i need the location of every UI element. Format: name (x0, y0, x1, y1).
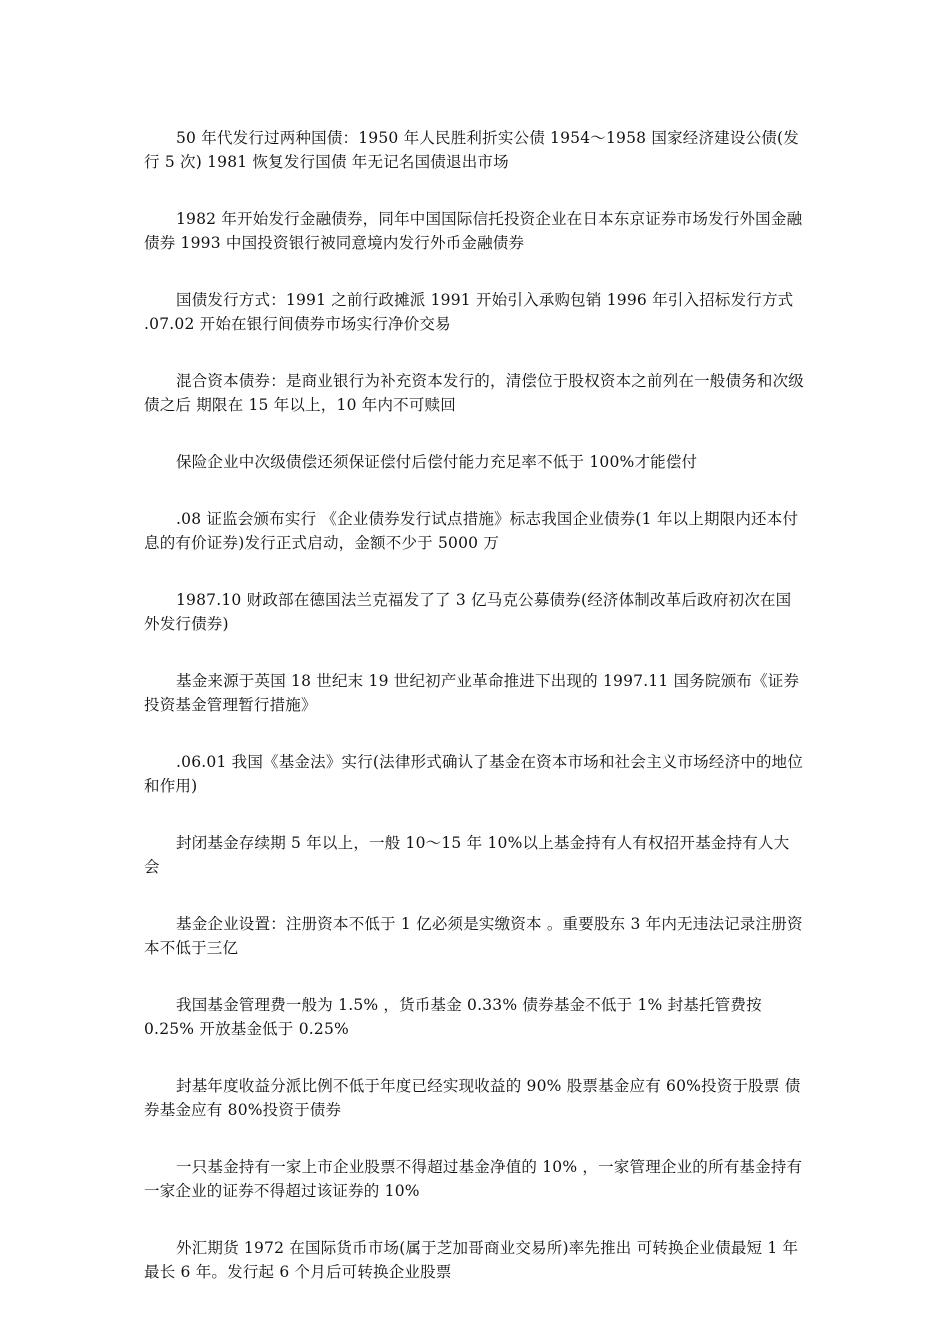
paragraph: 封基年度收益分派比例不低于年度已经实现收益的 90% 股票基金应有 60%投资于股票 债券基金应有 80%投资于债券 (144, 1077, 801, 1119)
paragraph: 国债发行方式：1991 之前行政摊派 1991 开始引入承购包销 1996 年引入招标发行方式 .07.02 开始在银行间债券市场实行净价交易 (144, 291, 794, 333)
paragraph: 外汇期货 1972 在国际货币市场(属于芝加哥商业交易所)率先推出 可转换企业债最短 1 年最长 6 年。发行起 6 个月后可转换企业股票 (144, 1239, 799, 1281)
paragraph: 1987.10 财政部在德国法兰克福发了了 3 亿马克公募债券(经济体制改革后政府初次在国外发行债券) (144, 591, 792, 633)
paragraph: 封闭基金存续期 5 年以上，一般 10～15 年 10%以上基金持有人有权招开基金持有人大会 (144, 834, 790, 876)
document-body (144, 126, 804, 1317)
paragraph: 1982 年开始发行金融债券，同年中国国际信托投资企业在日本东京证券市场发行外国金融债券 1993 中国投资银行被同意境内发行外币金融债券 (144, 210, 803, 252)
paragraph: 我国基金管理费一般为 1.5% ，货币基金 0.33% 债券基金不低于 1% 封基托管费按 0.25% 开放基金低于 0.25% (144, 996, 762, 1038)
paragraph: 基金来源于英国 18 世纪末 19 世纪初产业革命推进下出现的 1997.11 国务院颁布《证券投资基金管理暂行措施》 (144, 672, 800, 714)
paragraph: .06.01 我国《基金法》实行(法律形式确认了基金在资本市场和社会主义市场经济中的地位和作用) (144, 753, 804, 795)
paragraph: 保险企业中次级债偿还须保证偿付后偿付能力充足率不低于 100%才能偿付 (176, 453, 698, 471)
paragraph: .08 证监会颁布实行 《企业债券发行试点措施》标志我国企业债券(1 年以上期限内还本付息的有价证券)发行正式启动，金额不少于 5000 万 (144, 510, 799, 552)
paragraph: 基金企业设置：注册资本不低于 1 亿必须是实缴资本 。重要股东 3 年内无违法记录注册资本不低于三亿 (144, 915, 803, 957)
paragraph: 50 年代发行过两种国债：1950 年人民胜利折实公债 1954～1958 国家经济建设公债(发行 5 次) 1981 恢复发行国债 年无记名国债退出市场 (144, 129, 799, 171)
paragraph: 混合资本债券：是商业银行为补充资本发行的，清偿位于股权资本之前列在一般债务和次级债之后 期限在 15 年以上，10 年内不可赎回 (144, 372, 805, 414)
paragraph: 一只基金持有一家上市企业股票不得超过基金净值的 10% ，一家管理企业的所有基金持有一家企业的证券不得超过该证券的 10% (144, 1158, 803, 1200)
